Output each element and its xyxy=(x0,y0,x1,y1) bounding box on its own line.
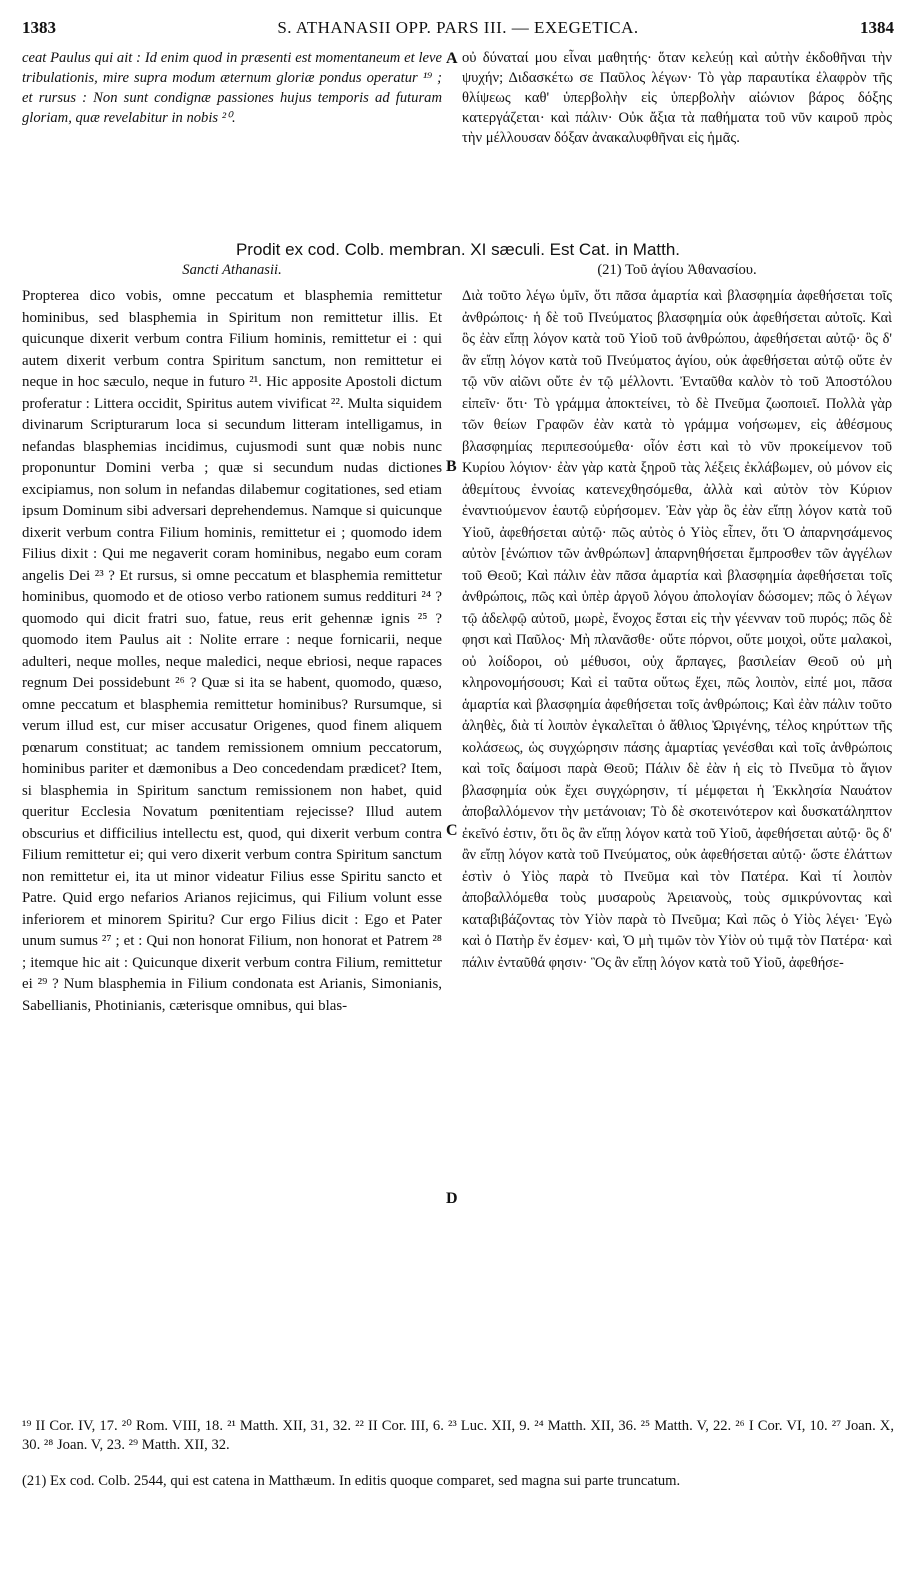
latin-subheading: Sancti Athanasii. xyxy=(182,262,282,278)
greek-text-top: οὐ δύναταί μου εἶναι μαθητής· ὅταν κελεύῃ καὶ αὐτὴν ἐκδοθῆναι τὴν ψυχήν; Διδασκέτω σε Παῦλος λέγων· Τὸ γὰρ παραυτίκα ἐλαφρὸν τῆς θλίψεως καθ' ὑπερβολὴν εἰς ὑπερβολὴν αἰώνιον βάρος δόξης κατεργάζεται· καὶ πάλιν· Οὐκ ἄξια τὰ παθήματα τοῦ νῦν καιροῦ πρὸς τὴν μέλλουσαν δόξαν ἀνακαλυφθῆναι εἰς ἡμᾶς. xyxy=(462,50,892,146)
margin-marker-d: D xyxy=(446,1190,458,1207)
page-number-right: 1384 xyxy=(860,18,894,37)
margin-marker-b: B xyxy=(446,458,457,475)
running-title: S. ATHANASII OPP. PARS III. — EXEGETICA. xyxy=(277,18,639,37)
greek-subheading: (21) Τοῦ ἁγίου Ἀθανασίου. xyxy=(597,262,757,278)
greek-text-main: Διὰ τοῦτο λέγω ὑμῖν, ὅτι πᾶσα ἁμαρτία καὶ βλασφημία ἀφεθήσεται τοῖς ἀνθρώποις· ἡ δὲ τοῦ Πνεύματος βλασφημία οὐκ ἀφεθήσεται αὐτοῖς. Καὶ ὃς ἐὰν εἴπῃ λόγον κατὰ τοῦ Υἱοῦ τοῦ ἀνθρώπου, ἀφεθήσεται αὐτῷ· ὃς δ' ἂν εἴπῃ λόγον κατὰ τοῦ Πνεύματος ἁγίου, οὐκ ἀφεθήσεται αὐτῷ οὔτε ἐν τῷ νῦν αἰῶνι οὔτε ἐν τῷ μέλλοντι. Ἐνταῦθα καλὸν τὸ τοῦ Ἀποστόλου εἰπεῖν· ὅτι· Τὸ γράμμα ἀποκτείνει, τὸ δὲ Πνεῦμα ζωοποιεῖ. Πολλὰ γὰρ τῶν θείων Γραφῶν ἐὰν κατὰ τὸ γράμμα νοήσωμεν, εἰς ἀθέσμους βλασφημίας περιπεσούμεθα· οἷόν ἐστι καὶ τὸ νῦν προκείμενον τοῦ Κυρίου λόγιον· ἐὰν γὰρ κατὰ ξηροῦ τὰς λέξεις ἐκλάβωμεν, οὐ μόνον εἰς ἀθεμίτους ἐννοίας κατενεχθησόμεθα, ἀλλὰ καὶ αὐτὸν τὸν Κύριον ἐναντιούμενον ἑαυτῷ εὑρήσομεν. Ἐὰν γὰρ ὃς ἐὰν εἴπῃ λόγον κατὰ τοῦ Υἱοῦ, ἀφεθήσεται αὐτῷ· πῶς αὐτὸς ὁ Υἱὸς εἶπεν, ὅτι Ὁ ἀπαρνησάμενος αὐτὸν [ἐνώπιον τῶν ἀνθρώπων] ἀπαρνηθήσεται ἔμπροσθεν τῶν ἀγγέλων τοῦ Θεοῦ; Καὶ πάλιν ἐὰν πᾶσα ἁμαρτία καὶ βλασφημία ἀφεθήσεται τοῖς ἀνθρώποις, πῶς καὶ ὑπὲρ ἀργοῦ λόγου ἀπολογίαν δώσομεν; πῶς ὁ λέγων τῷ ἀδελφῷ αὐτοῦ, μωρὲ, ἔνοχος ἔσται εἰς τὴν γέενναν τοῦ πυρός; πῶς δὲ φησι καὶ Παῦλος· Μὴ πλανᾶσθε· οὔτε πόρνοι, οὔτε μοιχοὶ, οὔτε μαλακοὶ, οὐ λοίδοροι, οὐ μέθυσοι, οὐχ ἅρπαγες, βασιλείαν Θεοῦ οὐ μὴ κληρονομήσουσι; Καὶ εἰ ταῦτα οὕτως ἔχει, πῶς λοιπὸν, εἰπέ μοι, πᾶσα ἁμαρτία καὶ βλασφημία ἀφεθήσεται τοῖς ἀνθρώποις; Καὶ ἐὰν πάλιν τοῦτο ἀληθὲς, διὰ τί λοιπὸν ἐγκαλεῖται ὁ ἄθλιος Ὠριγένης, τέλος κηρύττων τῆς κολάσεως, ὡς συγχώρησιν πάσης ἁμαρτίας γενέσθαι καὶ τοῖς ἀνθρώποις καὶ τοῖς δαίμοσι παρὰ Θεοῦ; Πάλιν δὲ ἐὰν ἡ εἰς τὸ Πνεῦμα τὸ ἅγιον βλασφημία οὐκ ἔχει συγχώρησιν, τί μέμφεται ἡ Ἐκκλησία Ναυάτον ἀποβαλλόμενον τὴν μετάνοιαν; Τὸ δὲ σκοτεινότερον καὶ δυσκατάληπτον ἐκεῖνό ἐστιν, ὅτι ὃς ἂν εἴπῃ λόγον κατὰ τοῦ Υἱοῦ, ἀφεθήσεται αὐτῷ· ὃς δ' ἂν εἴπῃ λόγον κατὰ τοῦ Πνεύματος, οὐκ ἀφεθήσεται αὐτῷ· ὥστε ἐλάττων ἐστὶν ὁ Υἱὸς παρὰ τὸ Πνεῦμα καὶ τὸν Πατέρα. Καὶ τί λοιπὸν ἀποβαλλόμεθα τοὺς μυσαροὺς Ἀρειανοὺς, τοὺς σμικρύνοντας καὶ καταβιβάζοντας τὸν Υἱὸν παρὰ τὸ Πνεῦμα; Καὶ πῶς ὁ Υἱὸς λέγει· Ἐγὼ καὶ ὁ Πατὴρ ἕν ἐσμεν· καὶ, Ὁ μὴ τιμῶν τὸν Υἱὸν οὐ τιμᾷ τὸν Πατέρα· καὶ πάλιν ἐνταῦθά φησιν· Ὃς ἂν εἴπῃ λόγον κατὰ τοῦ Υἱοῦ, ἀφεθήσε- xyxy=(462,288,892,971)
latin-text-top: ceat Paulus qui ait : Id enim quod in præsenti est momentaneum et leve tribulationis, mire supra modum æternum gloriæ pondus operatur ¹⁹ ; et rursus : Non sunt condignæ passiones hujus temporis ad futuram gloriam, quæ revelabitur in nobis ²⁰. xyxy=(22,50,442,126)
latin-text-main: Propterea dico vobis, omne peccatum et blasphemia remittetur hominibus, sed blasphemia in Spiritum non remittetur illis. Et quicunque dixerit verbum contra Filium hominis, remittetur ei : qui autem dixerit verbum contra Spiritum sanctum, non remittetur ei neque in hoc sæculo, neque in futuro ²¹. Hic apposite Apostoli dictum proferatur : Littera occidit, Spiritus autem vivificat ²². Multa siquidem divinarum Scripturarum loca si secundum litteram intelligamus, in nefandas blasphemias incidimus, cujusmodi sunt quæ nobis nunc proponuntur Domini verba ; quæ si secundum nudas dictiones excipiamus, non solum in nefandas dilabemur cogitationes, sed etiam ipsum Dominum sibi adversari deprehendemus. Namque si quicunque dixerit verbum contra Filium hominis, remittetur ei ; quomodo idem Filius dixit : Qui me negaverit coram hominibus, negabo eum coram angelis Dei ²³ ? Et rursus, si omne peccatum et blasphemia remittetur hominibus, quomodo et de otioso verbo rationem sumus reddituri ²⁴ ? quomodo qui dicit fratri suo, fatue, reus erit gehennæ ignis ²⁵ ? quomodo item Paulus ait : Nolite errare : neque fornicarii, neque adulteri, neque molles, neque maledici, neque ebriosi, neque rapaces regnum Dei possidebunt ²⁶ ? Quæ si ita se habent, quomodo, quæso, omne peccatum et blasphemia remittetur hominibus? Rursumque, si verum illud est, cur miser accusatur Origenes, quod finem aliquem pœnarum constituat; ac tandem remissionem omnium peccatorum, hominibus pariter et dæmonibus a Deo concedendam prædicet? Item, si blasphemia in Spiritum sanctum remissionem non habet, quid queritur Ecclesia Novatum pœnitentiam rejecisse? Illud autem obscurius et difficilius intellectu est, quod, qui dixerit verbum contra Filium remittetur ei; qui vero dixerit verbum contra Spiritum sanctum non remittetur ei, ita ut minor videatur Filius esse Spiritu sancto et Patre. Quid ergo nefarios Arianos rejicimus, qui Filium volunt esse inferiorem et minorem Spiritu? Cur ergo Filius dicit : Ego et Pater unum sumus ²⁷ ; et : Qui non honorat Filium, non honorat et Patrem ²⁸ ; itemque hic ait : Quicunque dixerit verbum contra Filium, remittetur ei ²⁹ ? Num blasphemia in Filium condonata est Arianis, Simonianis, Sabellianis, Photinianis, cæterisque omnibus, qui blas- xyxy=(22,288,442,1014)
page-number-left: 1383 xyxy=(22,18,56,37)
greek-column-top xyxy=(462,48,892,148)
source-line: Prodit ex cod. Colb. membran. XI sæculi. Est Cat. in Matth. xyxy=(235,240,681,259)
running-header xyxy=(22,10,894,44)
source-note: (21) Ex cod. Colb. 2544, qui est catena in Matthæum. In editis quoque comparet, sed magna sui parte truncatum. xyxy=(22,1473,681,1489)
greek-column-main xyxy=(462,286,892,974)
margin-marker-a: A xyxy=(446,50,458,67)
latin-column-main xyxy=(22,286,442,1017)
latin-column-top xyxy=(22,48,442,128)
margin-marker-c: C xyxy=(446,822,458,839)
footnotes: ¹⁹ II Cor. IV, 17. ²⁰ Rom. VIII, 18. ²¹ Matth. XII, 31, 32. ²² II Cor. III, 6. ²³ Luc. XII, 9. ²⁴ Matth. XII, 36. ²⁵ Matth. V, 22. ²⁶ I Cor. VI, 10. ²⁷ Joan. X, 30. ²⁸ Joan. V, 23. ²⁹ Matth. XII, 32. xyxy=(22,1418,894,1453)
page xyxy=(22,10,894,1560)
